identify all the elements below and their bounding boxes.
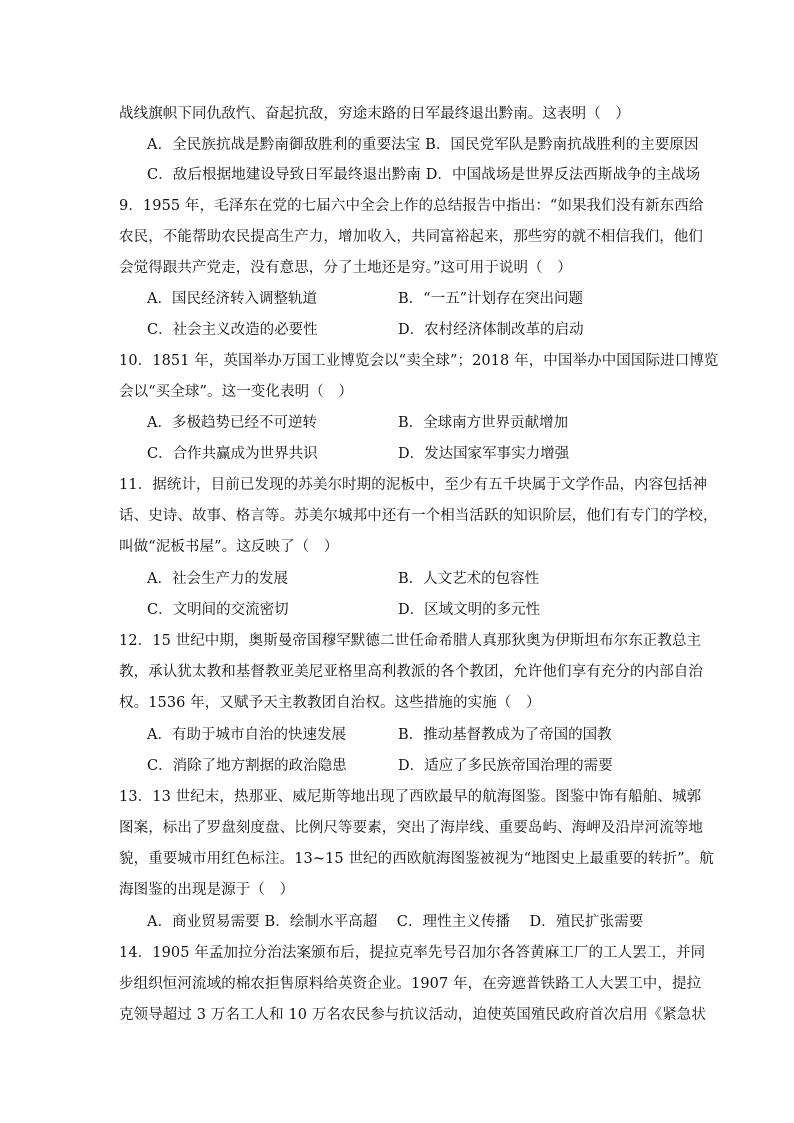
q9-stem-line-2: 农民，不能帮助农民提高生产力，增加收入，共同富裕起来，那些穷的就不相信我们，他们: [119, 229, 703, 245]
q12-option-c: C．消除了地方割据的政治隐患: [147, 758, 347, 774]
q12-option-d: D．适应了多民族帝国治理的需要: [398, 758, 613, 774]
q10-stem-line-2: 会以“买全球”。这一变化表明（ ）: [119, 384, 354, 400]
q9-stem-line-3: 会觉得跟共产党走，没有意思，分了土地还是穷。”这可用于说明（ ）: [119, 260, 572, 276]
q12-option-b: B．推动基督教成为了帝国的国教: [398, 727, 612, 743]
q9-option-a: A．国民经济转入调整轨道: [147, 291, 317, 307]
q10-option-c: C．合作共赢成为世界共识: [147, 446, 318, 462]
q10-option-a: A．多极趋势已经不可逆转: [147, 415, 317, 431]
q10-stem-line-1: 10．1851 年，英国举办万国工业博览会以“卖全球”；2018 年，中国举办中国国际进口博览: [119, 353, 719, 369]
q12-stem-line-1: 12．15 世纪中期，奥斯曼帝国穆罕默德二世任命希腊人真那狄奥为伊斯坦布尔东正教总主: [119, 633, 702, 649]
q14-stem-line-2: 步组织恒河流域的棉农拒售原料给英资企业。1907 年，在旁遮普铁路工人大罢工中，提拉: [119, 976, 702, 992]
q14-stem-line-1: 14．1905 年孟加拉分治法案颁布后，提拉克率先号召加尔各答黄麻工厂的工人罢工，并同: [119, 945, 706, 961]
q10-option-d: D．发达国家军事实力增强: [398, 446, 570, 462]
q11-option-b: B．人文艺术的包容性: [398, 571, 540, 587]
q12-stem-line-3: 权。1536 年，又赋予天主教教团自治权。这些措施的实施（ ）: [119, 695, 541, 711]
q13-stem-line-4: 海图鉴的出现是源于（ ）: [119, 882, 295, 898]
q11-stem-line-3: 叫做“泥板书屋”。这反映了（ ）: [119, 539, 339, 555]
q12-stem-line-2: 教，承认犹太教和基督教亚美尼亚格里高利教派的各个教团，允许他们享有充分的内部自治: [119, 664, 703, 680]
q8-stem-tail: 战线旗帜下同仇敌忾、奋起抗敌，穷途末路的日军最终退出黔南。这表明（ ）: [119, 106, 630, 122]
q13-options: A．商业贸易需要 B．绘制水平高超 C．理性主义传播 D．殖民扩张需要: [147, 914, 644, 930]
q13-stem-line-2: 图案，标出了罗盘刻度盘、比例尺等要素，突出了海岸线、重要岛屿、海岬及沿岸河流等地: [119, 820, 703, 836]
q14-stem-line-3: 克领导超过 3 万名工人和 10 万名农民参与抗议活动，迫使英国殖民政府首次启用《紧急状: [119, 1007, 707, 1023]
q13-stem-line-1: 13．13 世纪末，热那亚、威尼斯等地出现了西欧最早的航海图鉴。图鉴中饰有船舶、城郭: [119, 789, 702, 805]
q11-stem-line-2: 话、史诗、故事、格言等。苏美尔城邦中还有一个相当活跃的知识阶层，他们有专门的学校，: [119, 508, 718, 524]
q9-stem-line-1: 9．1955 年，毛泽东在党的七届六中全会上作的总结报告中指出：“如果我们没有新东西给: [119, 198, 704, 214]
q8-options-cd: C．敌后根据地建设导致日军最终退出黔南 D．中国战场是世界反法西斯战争的主战场: [147, 167, 701, 183]
q9-option-d: D．农村经济体制改革的启动: [398, 322, 584, 338]
q9-option-b: B．“一五”计划存在突出问题: [398, 291, 583, 307]
q11-stem-line-1: 11．据统计，目前已发现的苏美尔时期的泥板中，至少有五千块属于文学作品，内容包括神: [119, 477, 708, 493]
q9-option-c: C．社会主义改造的必要性: [147, 322, 318, 338]
q10-option-b: B．全球南方世界贡献增加: [398, 415, 569, 431]
q11-option-a: A．社会生产力的发展: [147, 571, 288, 587]
q11-option-d: D．区域文明的多元性: [398, 602, 541, 618]
q12-option-a: A．有助于城市自治的快速发展: [147, 727, 346, 743]
q8-options-ab: A．全民族抗战是黔南御敌胜利的重要法宝 B．国民党军队是黔南抗战胜利的主要原因: [147, 137, 699, 153]
q11-option-c: C．文明间的交流密切: [147, 602, 289, 618]
q13-stem-line-3: 貌，重要城市用红色标注。13~15 世纪的西欧航海图鉴被视为“地图史上最重要的转折”。航: [119, 851, 714, 867]
